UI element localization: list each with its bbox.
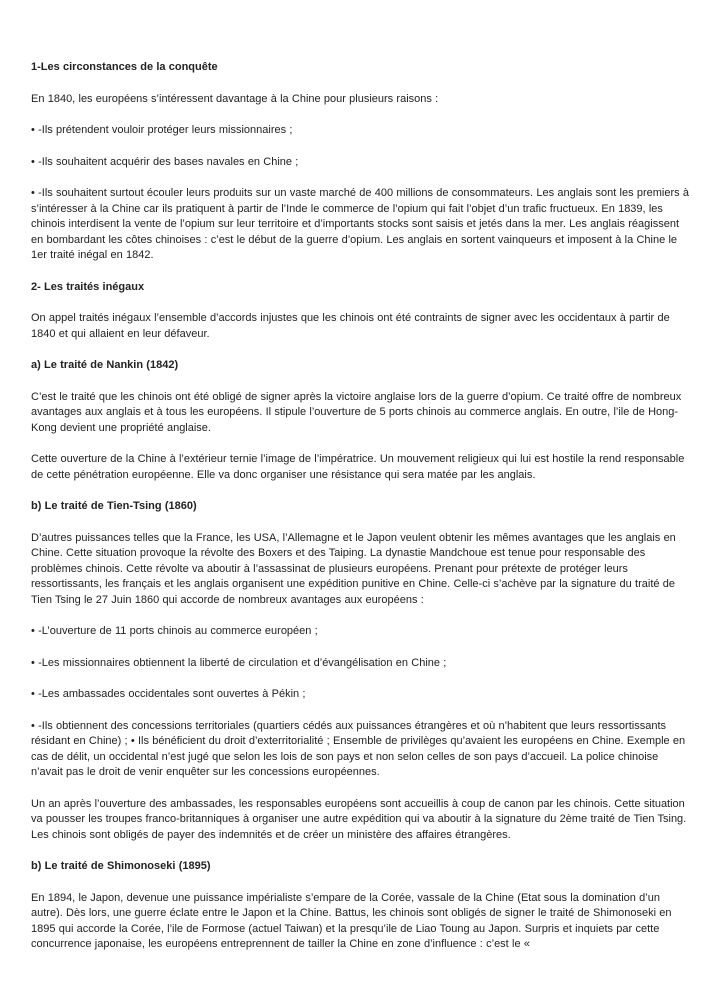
- section-heading: a) Le traité de Nankin (1842): [31, 359, 179, 371]
- document-blocks: [31, 60, 690, 953]
- bullet-item: • -Ils souhaitent acquérir des bases navales en Chine ;: [31, 155, 299, 168]
- paragraph: Un an après l’ouverture des ambassades, les responsables européens sont accueillis à coup de canon par les chinois. Cette situation va pousser les troupes franco-britanniques à organiser une autre expédition qui va aboutir à la signature du 2ème traité de Tien Tsing. Les chinois sont obligés de payer des indemnités et de créer un ministère des affaires étrangères.: [31, 797, 687, 841]
- paragraph: C’est le traité que les chinois ont été obligé de signer après la victoire anglaise lors de la guerre d’opium. Ce traité offre de nombreux avantages aux anglais et à tous les européens. Il stipule l’ouverture de 5 ports chinois au commerce anglais. En outre, l’ile de Hong-Kong devient une propriété anglaise.: [31, 390, 682, 434]
- section-heading: 2- Les traités inégaux: [31, 280, 145, 293]
- section-heading: 1-Les circonstances de la conquête: [31, 61, 218, 73]
- paragraph: En 1894, le Japon, devenue une puissance impérialiste s’empare de la Corée, vassale de la Chine (Etat sous la domination d’un autre). Dès lors, une guerre éclate entre le Japon et la Chine. Battus, les chinois sont obligés de signer le traité de Shimonoseki en 1895 qui accorde la Corée, l’ile de Formose (actuel Taiwan) et la presqu’ile de Liao Toung au Japon. Surpris et inquiets par cette concurrence japonaise, les européens entreprennent de tailler la Chine en zone d’influence : c’est le «: [31, 891, 672, 950]
- bullet-item: • -Ils souhaitent surtout écouler leurs produits sur un vaste marché de 400 millions de consommateurs. Les anglais sont les premiers à s’intéresser à la Chine car ils pratiquent à partir de l’Inde le commerce de l’opium qui fait l’objet d’un trafic fructueux. En 1839, les chinois interdisent la vente de l’opium sur leur territoire et d’importants stocks sont saisis et jetés dans la mer. Les anglais réagissent en bombardant les côtes chinoises : c’est le début de la guerre d’opium. Les anglais en sortent vainqueurs et imposent à la Chine le 1er traité inégal en 1842.: [31, 187, 689, 261]
- section-heading: b) Le traité de Shimonoseki (1895): [31, 860, 211, 872]
- bullet-item: • -L’ouverture de 11 ports chinois au commerce européen ;: [31, 625, 318, 637]
- paragraph: D’autres puissances telles que la France, les USA, l’Allemagne et le Japon veulent obtenir les mêmes avantages que les anglais en Chine. Cette situation provoque la révolte des Boxers et des Taiping. La dynastie Mandchoue est tenue pour responsable des problèmes chinois. Cette révolte va aboutir à l’assassinat de plusieurs européens. Prenant pour prétexte de protéger leurs ressortissants, les français et les anglais organisent une expédition punitive en Chine. Celle-ci s’achève par la signature du traité de Tien Tsing le 27 Juin 1860 qui accorde de nombreux avantages aux européens :: [31, 531, 676, 606]
- paragraph: En 1840, les européens s’intéressent davantage à la Chine pour plusieurs raisons :: [31, 92, 439, 105]
- bullet-item: • -Les ambassades occidentales sont ouvertes à Pékin ;: [31, 688, 306, 700]
- paragraph: On appel traités inégaux l’ensemble d’accords injustes que les chinois ont été contraints de signer avec les occidentaux à partir de 1840 et qui allaient en leur défaveur.: [31, 312, 670, 340]
- section-heading: b) Le traité de Tien-Tsing (1860): [31, 500, 197, 512]
- bullet-item: • -Les missionnaires obtiennent la liberté de circulation et d’évangélisation en Chine ;: [31, 656, 447, 669]
- bullet-item: • -Ils prétendent vouloir protéger leurs missionnaires ;: [31, 124, 293, 136]
- bullet-item: • -Ils obtiennent des concessions territoriales (quartiers cédés aux puissances étrangères et où n’habitent que leurs ressortissants résidant en Chine) ; • Ils bénéficient du droit d’exterritorialité ; Ensemble de privilèges qu’avaient les européens en Chine. Exemple en cas de délit, un occidental n’est jugé que selon les lois de son pays et non selon celles de son pays d’accueil. La police chinoise n’avait pas le droit de venir enquêter sur les concessions européennes.: [31, 719, 686, 778]
- paragraph: Cette ouverture de la Chine à l’extérieur ternie l’image de l’impératrice. Un mouvement religieux qui lui est hostile la rend responsable de cette pénétration européenne. Elle va donc organiser une résistance qui sera matée par les anglais.: [31, 453, 685, 481]
